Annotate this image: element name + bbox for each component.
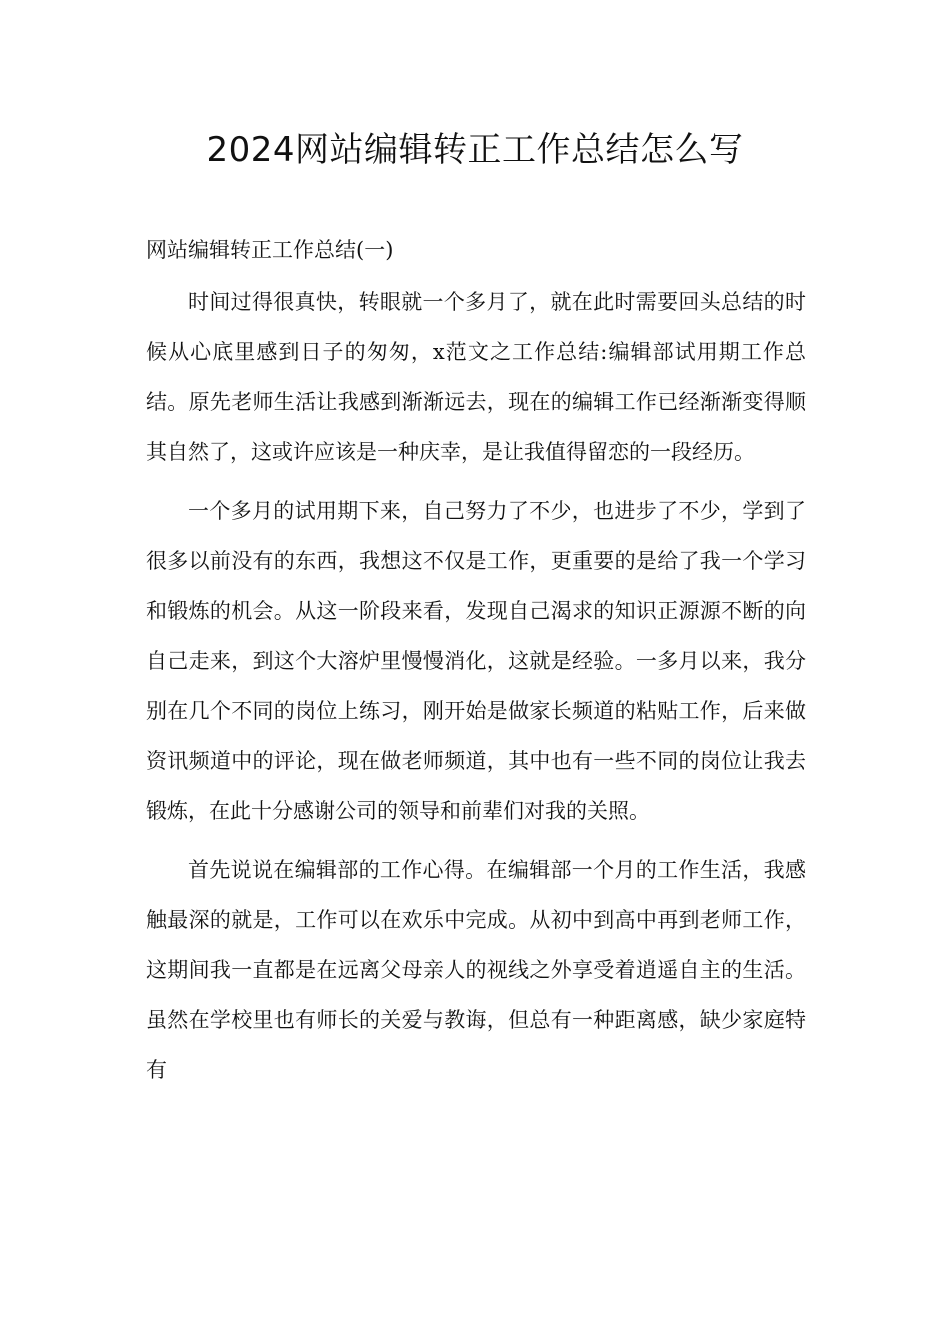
paragraph-1: 时间过得很真快，转眼就一个多月了，就在此时需要回头总结的时候从心底里感到日子的匆匆，x范文之工作总结:编辑部试用期工作总结。原先老师生活让我感到渐渐远去，现在的编辑工作已经渐渐变得顺其自然了，这或许应该是一种庆幸，是让我值得留恋的一段经历。 [146,290,806,464]
document-body [146,277,806,1104]
paragraph-2: 一个多月的试用期下来，自己努力了不少，也进步了不少，学到了很多以前没有的东西，我想这不仅是工作，更重要的是给了我一个学习和锻炼的机会。从这一阶段来看，发现自己渴求的知识正源源不断的向自己走来，到这个大溶炉里慢慢消化，这就是经验。一多月以来，我分别在几个不同的岗位上练习，刚开始是做家长频道的粘贴工作，后来做资讯频道中的评论，现在做老师频道，其中也有一些不同的岗位让我去锻炼，在此十分感谢公司的领导和前辈们对我的关照。 [146,499,806,823]
document-title: 2024网站编辑转正工作总结怎么写 [206,130,744,170]
section-heading: 网站编辑转正工作总结(一) [146,238,394,262]
paragraph-3: 首先说说在编辑部的工作心得。在编辑部一个月的工作生活，我感触最深的就是，工作可以在欢乐中完成。从初中到高中再到老师工作，这期间我一直都是在远离父母亲人的视线之外享受着逍遥自主的生活。虽然在学校里也有师长的关爱与教诲，但总有一种距离感，缺少家庭特有 [146,858,806,1082]
